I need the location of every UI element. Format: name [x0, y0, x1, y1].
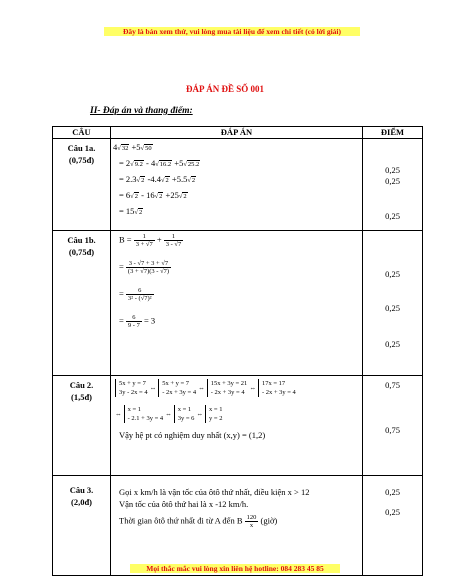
point-value: 0,25 — [385, 303, 400, 313]
page-title: ĐÁP ÁN ĐỀ SỐ 001 — [185, 84, 264, 94]
table-row-q2 — [53, 376, 423, 476]
equation-system: x = 1 3y = 6 — [174, 405, 195, 423]
math-line: = $\frac{6}{9 - 7}$ = 3 — [119, 314, 156, 329]
question-points: (2,0đ) — [70, 497, 92, 507]
equation-system: 5x + y = 7 3y - 2x = 4 — [115, 379, 148, 397]
point-value: 0,25 — [385, 269, 400, 279]
points-cell — [363, 231, 423, 376]
question-cell — [53, 139, 111, 231]
equation-system: 5x + y = 7 - 2x + 3y = 4 — [158, 379, 196, 397]
table-header-row — [53, 127, 423, 139]
table-row-q3 — [53, 476, 423, 576]
header-question: CÂU — [53, 127, 111, 139]
answer-cell — [111, 476, 363, 576]
math-line: = 2.3√2 -4.4√2 +5.5√2 — [119, 174, 196, 184]
question-label: Câu 2. — [69, 380, 94, 390]
math-line: = 15√2 — [119, 206, 143, 216]
answer-cell — [111, 376, 363, 476]
conclusion-text: Vậy hệ pt có nghiệm duy nhất (x,y) = (1,2) — [119, 430, 266, 440]
math-line: = $\frac{3 - √7 + 3 + √7}{(3 + √7)(3 - √7)}$ — [119, 260, 170, 275]
points-cell — [363, 139, 423, 231]
points-cell — [363, 476, 423, 576]
answer-cell — [111, 231, 363, 376]
point-value: 0,75 — [385, 425, 400, 435]
point-value: 0,25 — [385, 176, 400, 186]
math-line: = 6√2 - 16√2 +25√2 — [119, 190, 187, 200]
equation-system: x = 1 - 2.1 + 3y = 4 — [124, 405, 164, 423]
question-cell — [53, 376, 111, 476]
answer-text: Gọi x km/h là vận tốc của ôtô thứ nhất, điều kiện x > 12 — [119, 487, 310, 497]
math-line: = 2√9.2 - 4√16.2 +5√25.2 — [119, 158, 200, 168]
answer-cell — [111, 139, 363, 231]
preview-banner: Đây là bản xem thử, vui lòng mua tài liệu để xem chi tiết (có lời giải) — [104, 27, 360, 36]
point-value: 0,25 — [385, 487, 400, 497]
question-cell — [53, 476, 111, 576]
equation-system: x = 1 y = 2 — [205, 405, 222, 423]
table-row-q1b — [53, 231, 423, 376]
table-row-q1a — [53, 139, 423, 231]
question-points: (0,75đ) — [68, 247, 95, 257]
question-label: Câu 3. — [69, 485, 94, 495]
equation-system: 15x + 3y = 21 - 2x + 3y = 4 — [207, 379, 248, 397]
point-value: 0,25 — [385, 339, 400, 349]
question-cell — [53, 231, 111, 376]
points-cell — [363, 376, 423, 476]
point-value: 0,25 — [385, 211, 400, 221]
answer-text: Vận tốc của ôtô thứ hai là x -12 km/h. — [119, 499, 249, 509]
question-points: (0,75đ) — [68, 155, 95, 165]
point-value: 0,25 — [385, 165, 400, 175]
point-value: 0,75 — [385, 380, 400, 390]
header-points: ĐIỂM — [363, 127, 423, 139]
point-value: 0,25 — [385, 507, 400, 517]
equation-system: 17x = 17 - 2x + 3y = 4 — [258, 379, 296, 397]
equation-systems-row: ⇔ x = 1 - 2.1 + 3y = 4⇔ x = 1 3y = 6⇔ x = 1 y = 2 — [115, 406, 223, 422]
math-line: B = $\frac{1}{3 + √7}$ + $\frac{1}{3 - √7}$ — [119, 233, 182, 248]
question-label: Câu 1a. — [67, 143, 96, 153]
answer-text: Thời gian ôtô thứ nhất đi từ A đến B $\frac{120}{x}$ (giờ) — [119, 514, 278, 529]
header-answer: ĐÁP ÁN — [111, 127, 363, 139]
math-line: 4√32 +5√50 — [113, 142, 152, 152]
math-line: = $\frac{6}{\text{3² - (√7)²}}$ — [119, 287, 152, 302]
section-subtitle: II- Đáp án và thang điểm: — [90, 106, 193, 116]
question-label: Câu 1b. — [67, 235, 96, 245]
equation-systems-row: 5x + y = 7 3y - 2x = 4⇔ 5x + y = 7 - 2x + 3y = 4⇔ 15x + 3y = 21 - 2x + 3y = 4⇔ 17x = 17 - 2x + 3y = 4 — [115, 379, 298, 397]
hotline-banner: Mọi thắc mắc vui lòng xin liên hệ hotline: 084 283 45 85 — [130, 564, 340, 573]
answer-table — [52, 126, 423, 576]
question-points: (1,5đ) — [70, 392, 92, 402]
